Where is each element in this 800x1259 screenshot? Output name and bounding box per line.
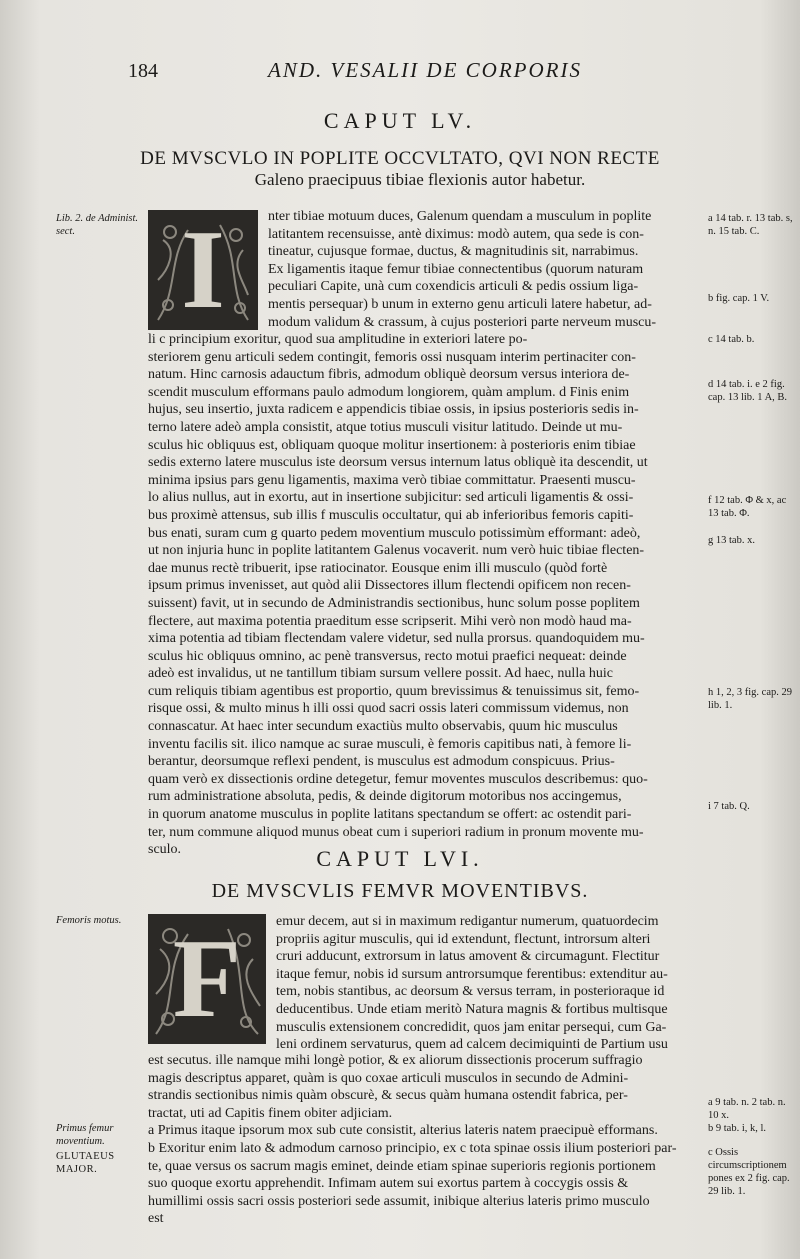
- text-line: propriis agitur musculis, qui id extendunt, flectunt, introrsum alteri: [276, 931, 651, 947]
- text-line: suissent) favit, ut in secundo de Administrandis sectionibus, hunc solum posse poplitem: [148, 595, 640, 611]
- text-line: lo alius nullus, aut in exortu, aut in insertione subjicitur: sed articuli ligamentis & ossi-: [148, 490, 634, 506]
- text-line: dae munus rectè tribuerit, ipse ratiocinator. Eousque enim illi musculo (quòd fortè: [148, 560, 608, 576]
- initial-letter-i: I: [181, 210, 225, 330]
- margin-ref-c: c 14 tab. b.: [708, 334, 755, 345]
- text-line: xima potentia ad tibiam flectendam valere videtur, sed nulla prorsus. quandoquidem mu-: [148, 631, 645, 647]
- text-line: magis descriptus apparet, quàm is quo coxae articuli musculos in secundo de Admini-: [148, 1070, 629, 1086]
- text-line: musculis extensionem concredidit, quos jam enitar persequi, cum Ga-: [276, 1019, 667, 1035]
- text-line: suo quoque exortu apprehendit. Infimam autem sui exortus partem à coccygis ossis &: [148, 1176, 629, 1192]
- text-line: tractat, uti ad Capitis finem obiter adjiciam.: [148, 1105, 393, 1121]
- text-line: strandis sectionibus nimis quàm obscurè, & secus quàm humana ostendit fabrica, per-: [148, 1088, 628, 1104]
- margin-ref-g: g 13 tab. x.: [708, 535, 755, 546]
- margin-ref-h: h 1, 2, 3 fig. cap. 29 lib. 1.: [708, 687, 792, 711]
- chapter-55-heading: CAPUT LV.: [323, 108, 477, 133]
- margin-note-glutaeus: GLUTAEUS MAJOR.: [56, 1151, 115, 1175]
- margin-note-primus: Primus femur moventium.: [56, 1123, 114, 1147]
- text-line: est: [148, 1211, 164, 1227]
- chapter-55-title-line2: Galeno praecipuus tibiae flexionis autor habetur.: [254, 170, 586, 189]
- text-line: flectere, aut maxima potentia praeditum esse scripserit. Mihi verò non modò haud ma-: [148, 613, 632, 629]
- chapter-56-body: [148, 1052, 706, 1228]
- text-line: bus enati, suram cum g quarto pedem moventium musculo potissimùm efformant: adeò,: [148, 525, 641, 541]
- text-line: steriorem genu articuli sedem contingit, femoris ossi nusquam interim pertinaciter con-: [148, 349, 636, 365]
- text-line: adeò est invalidus, ut ne tantillum tibiam sursum vellere possit. Ad haec, nulla huic: [148, 666, 614, 682]
- text-line: sculus hic obliquus est, obliquam quoque molitur insertionem: à posterioris enim tibiae: [148, 437, 636, 453]
- margin-ref-b2: b 9 tab. i, k, l.: [708, 1123, 767, 1134]
- page-header: [0, 60, 800, 90]
- text-line: bus proximè attensus, sub illis f musculis occultatur, qui ab inferioribus femoris capiti-: [148, 507, 634, 523]
- text-line: humillimi ossis sacri ossis posteriori sede assumit, inibique alterius lateris primo musculo: [148, 1193, 650, 1209]
- text-line: cruri adducunt, extrorsum in latus amovent & circumagunt. Flectitur: [276, 949, 660, 965]
- text-line: rum administratione absoluta, pedis, & deinde digitorum motoribus nos accingemus,: [148, 789, 622, 805]
- text-line: tem, nobis stantibus, ac deorsum & versus terram, in posterioraque id: [276, 984, 665, 1000]
- text-line: sedis externo latere musculus iste deorsum versus internum latus obliquè ita descendit, ut: [148, 455, 648, 471]
- chapter-55-title-line1: DE MVSCVLO IN POPLITE OCCVLTATO, QVI NON RECTE: [140, 148, 660, 169]
- text-line: quam verò ex dissectionis ordine detegetur, femur moventes musculos describemus: quo-: [148, 771, 648, 787]
- text-line: deducentibus. Unde etiam meritò Natura magnis & fortibus multisque: [276, 1001, 668, 1017]
- text-line: cum reliquis tibiam agentibus est proportio, quum brevissimus & tenuissimus sit, femo-: [148, 683, 640, 699]
- text-line: nter tibiae motuum duces, Galenum quendam a musculum in poplite: [268, 209, 652, 224]
- text-line: ut non injuria hunc in poplite latitantem Galenus vocaverit. num verò huic tibiae flecten-: [148, 543, 645, 559]
- margin-ref-a: a 14 tab. r. 13 tab. s, n. 15 tab. C.: [708, 213, 793, 237]
- text-line: minima ipsius pars genu ligamentis, maxima verò tibiae committatur. Praesenti muscu-: [148, 472, 636, 488]
- text-line: b Exoritur enim lato & admodum carnoso principio, ex c tota spinae ossis ilium posteriori par-: [148, 1140, 677, 1156]
- text-line: itaque femur, nobis id sursum antrorsumque ferentibus: extenditur au-: [276, 966, 668, 982]
- margin-ref-b: b fig. cap. 1 V.: [708, 293, 770, 304]
- text-line: natum. Hinc carnosis adauctum fibris, admodum obliquè deorsum versus interiora de-: [148, 367, 630, 383]
- margin-ref-c2: c Ossis circumscriptionem pones ex 2 fig. cap. 29 lib. 1.: [708, 1147, 790, 1197]
- text-line: tineatur, cujusque formae, ductus, & magnitudinis sit, narrabimus.: [268, 244, 639, 260]
- running-head: AND. VESALII DE CORPORIS: [268, 58, 582, 82]
- text-line: ter, num commune aliquod munus obeat cum i superiori radium in pronum movente mu-: [148, 824, 644, 840]
- margin-note-administ: Lib. 2. de Administ. sect.: [56, 213, 139, 237]
- text-line: hujus, seu insertio, juxta radicem e appendicis tibiae ossis, in ipsius posterioris sedis in-: [148, 402, 639, 418]
- text-line: a Primus itaque ipsorum mox sub cute consistit, alterius lateris natem praecipuè efformans.: [148, 1123, 658, 1139]
- text-line: mentis persequar) b unum in externo genu articuli latere habetur, ad-: [268, 296, 652, 312]
- text-line: terno latere adeò ampla consistit, atque totius musculi visitur latitudo. Deinde ut mu-: [148, 419, 623, 435]
- text-line: emur decem, aut si in maximum redigantur numerum, quatuordecim: [276, 914, 659, 929]
- margin-ref-d: d 14 tab. i. e 2 fig. cap. 13 lib. 1 A, B.: [708, 379, 788, 403]
- text-line: te, quae versus os sacrum magis eminet, deinde etiam spinae superioris regionis portionem: [148, 1158, 656, 1174]
- text-line: peculiari Capite, unà cum coxendicis articuli & pedis ossium liga-: [268, 279, 639, 295]
- text-line: scendit musculum efformans paulo admodum longiorem, quàm amplum. d Finis enim: [148, 384, 630, 400]
- margin-ref-a2: a 9 tab. n. 2 tab. n. 10 x.: [708, 1097, 786, 1121]
- text-line: sculo.: [148, 842, 182, 858]
- text-line: modum validum & crassum, à cujus posteriori parte nerveum muscu-: [268, 314, 657, 330]
- text-line: berantur, deorsumque reflexi pendent, is musculus est admodum conspicuus. Prius-: [148, 754, 615, 770]
- text-line: est secutus. ille namque mihi longè potior, & ex aliorum dissectionis procerum suffragio: [148, 1053, 643, 1068]
- initial-letter-f: F: [172, 917, 242, 1041]
- margin-ref-i: i 7 tab. Q.: [708, 801, 750, 812]
- chapter-56-heading: CAPUT LVI.: [316, 846, 484, 871]
- text-line: leni ordinem servaturus, quem ad calcem decimiquinti de Partium usu: [276, 1037, 668, 1053]
- chapter-55-opening-lines: [148, 208, 706, 331]
- text-line: in quorum anatome musculus in poplite latitans spectandum se offert: ac ostendit pari-: [148, 807, 632, 823]
- text-line: latitantem recensuisse, antè diximus: modò autem, qua sede is con-: [268, 226, 644, 242]
- text-line: inventu facilis sit. ilico namque ac surae musculi, è femoris capitibus nati, à femore li-: [148, 736, 632, 752]
- margin-note-femoris-motus: Femoris motus.: [56, 915, 122, 926]
- chapter-56-title: DE MVSCVLIS FEMVR MOVENTIBVS.: [211, 880, 589, 902]
- chapter-55-body: [148, 331, 706, 859]
- text-line: connascatur. At haec inter secundum exactiùs multo observabis, quum hic musculus: [148, 719, 618, 735]
- text-line: sculus hic obliquus omnino, ac penè transversus, recto motui praefici nequeat: deinde: [148, 648, 627, 664]
- text-line: li c principium exoritur, quod sua amplitudine in exteriori latere po-: [148, 332, 528, 347]
- page-number: 184: [128, 60, 158, 82]
- text-line: Ex ligamentis itaque femur tibiae connectentibus (quorum naturam: [268, 261, 644, 277]
- text-line: ipsum primus invenisset, aut quòd alii Dissectores illum flectendi opificem non recen-: [148, 578, 631, 594]
- margin-ref-f: f 12 tab. Φ & x, ac 13 tab. Φ.: [708, 495, 787, 519]
- text-line: risque ossi, & multo minus h illi ossi quod sacri ossis lateri commissum videmus, non: [148, 701, 629, 717]
